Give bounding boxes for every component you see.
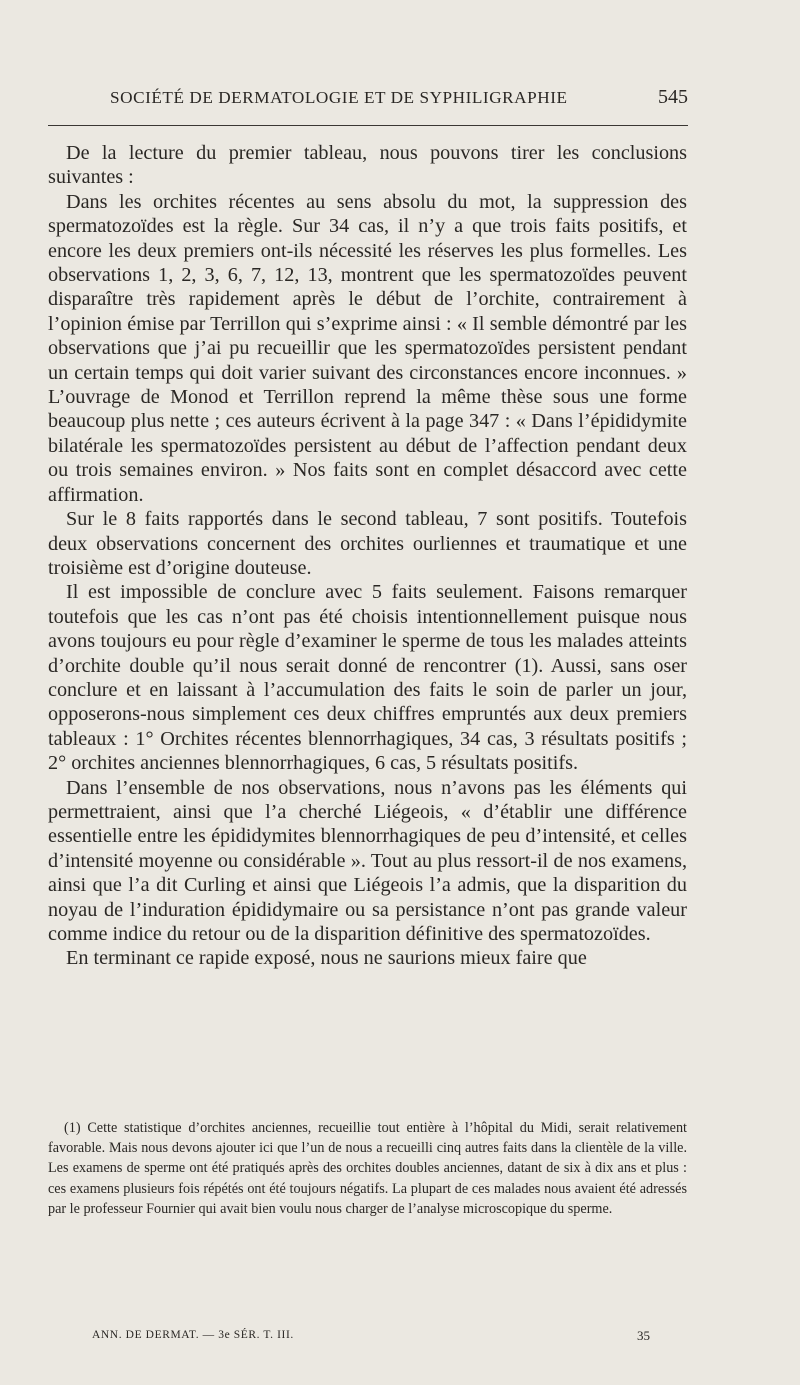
running-header [110,86,688,114]
paragraph: Dans les orchites récentes au sens absolu du mot, la suppression des spermatozoïdes est la règle. Sur 34 cas, il n’y a que trois faits positifs, et encore les deux premiers ont-ils nécessité les réserves les plus formelles. Les observations 1, 2, 3, 6, 7, 12, 13, montrent que les spermatozoïdes peuvent disparaître très rapidement après le début de l’orchite, contrairement à l’opinion émise par Terrillon qui s’exprime ainsi : « Il semble démontré par les observations que j’ai pu recueillir que les spermatozoïdes persistent pendant un certain temps qui doit varier suivant des circonstances encore inconnues. » L’ouvrage de Monod et Terrillon reprend la même thèse sous une forme beaucoup plus nette ; ces auteurs écrivent à la page 347 : « Dans l’épididymite bilatérale les spermatozoïdes persistent au début de l’affection pendant deux ou trois semaines environ. » Nos faits sont en complet désaccord avec cette affirmation. [48,190,687,506]
page-number: 545 [658,86,688,108]
paragraph: De la lecture du premier tableau, nous pouvons tirer les conclusions suivantes : [48,142,687,189]
sheet-number: 35 [637,1328,650,1343]
article-body [48,141,687,971]
header-rule [48,125,688,126]
footnote: (1) Cette statistique d’orchites anciennes, recueillie tout entière à l’hôpital du Midi, serait relativement favorable. Mais nous devons ajouter ici que l’un de nous a recueilli cinq autres faits dans la clientèle de la ville. Les examens de sperme ont été pratiqués après des orchites doubles anciennes, datant de six à dix ans et plus : ces examens plusieurs fois répétés ont été toujours négatifs. La plupart de ces malades nous avaient été adressés par le professeur Fournier qui avait bien voulu nous charger de l’analyse microscopique du sperme. [48,1120,687,1217]
footnotes [48,1118,687,1219]
paragraph: Dans l’ensemble de nos observations, nous n’avons pas les éléments qui permettraient, ainsi que l’a cherché Liégeois, « d’établir une différence essentielle entre les épididymites blennorrhagiques de peu d’intensité, et celles d’intensité moyenne ou considérable ». Tout au plus ressort-il de nos examens, ainsi que l’a dit Curling et ainsi que Liégeois l’a admis, que la disparition du noyau de l’induration épididymaire ou sa persistance n’ont pas grande valeur comme indice du retour ou de la disparition définitive des spermatozoïdes. [48,776,687,945]
paragraph: En terminant ce rapide exposé, nous ne saurions mieux faire que [66,947,587,970]
paragraph: Sur le 8 faits rapportés dans le second tableau, 7 sont positifs. Toutefois deux observations concernent des orchites ourliennes et traumatique et une troisième est d’origine douteuse. [48,508,687,579]
running-title: SOCIÉTÉ DE DERMATOLOGIE ET DE SYPHILIGRAPHIE [110,88,568,107]
signature-mark: ANN. DE DERMAT. — 3e SÉR. T. III. [92,1329,294,1341]
paragraph: Il est impossible de conclure avec 5 faits seulement. Faisons remarquer toutefois que les cas n’ont pas été choisis intentionnellement puisque nous avons toujours eu pour règle d’examiner le sperme de tous les malades atteints d’orchite double qu’il nous serait donné de rencontrer (1). Aussi, sans oser conclure et en laissant à l’accumulation des faits le soin de parler un jour, opposerons-nous simplement ces deux chiffres empruntés aux deux premiers tableaux : 1° Orchites récentes blennorrhagiques, 34 cas, 3 résultats positifs ; 2° orchites anciennes blennorrhagiques, 6 cas, 5 résultats positifs. [48,581,687,775]
page-footer [92,1329,650,1349]
